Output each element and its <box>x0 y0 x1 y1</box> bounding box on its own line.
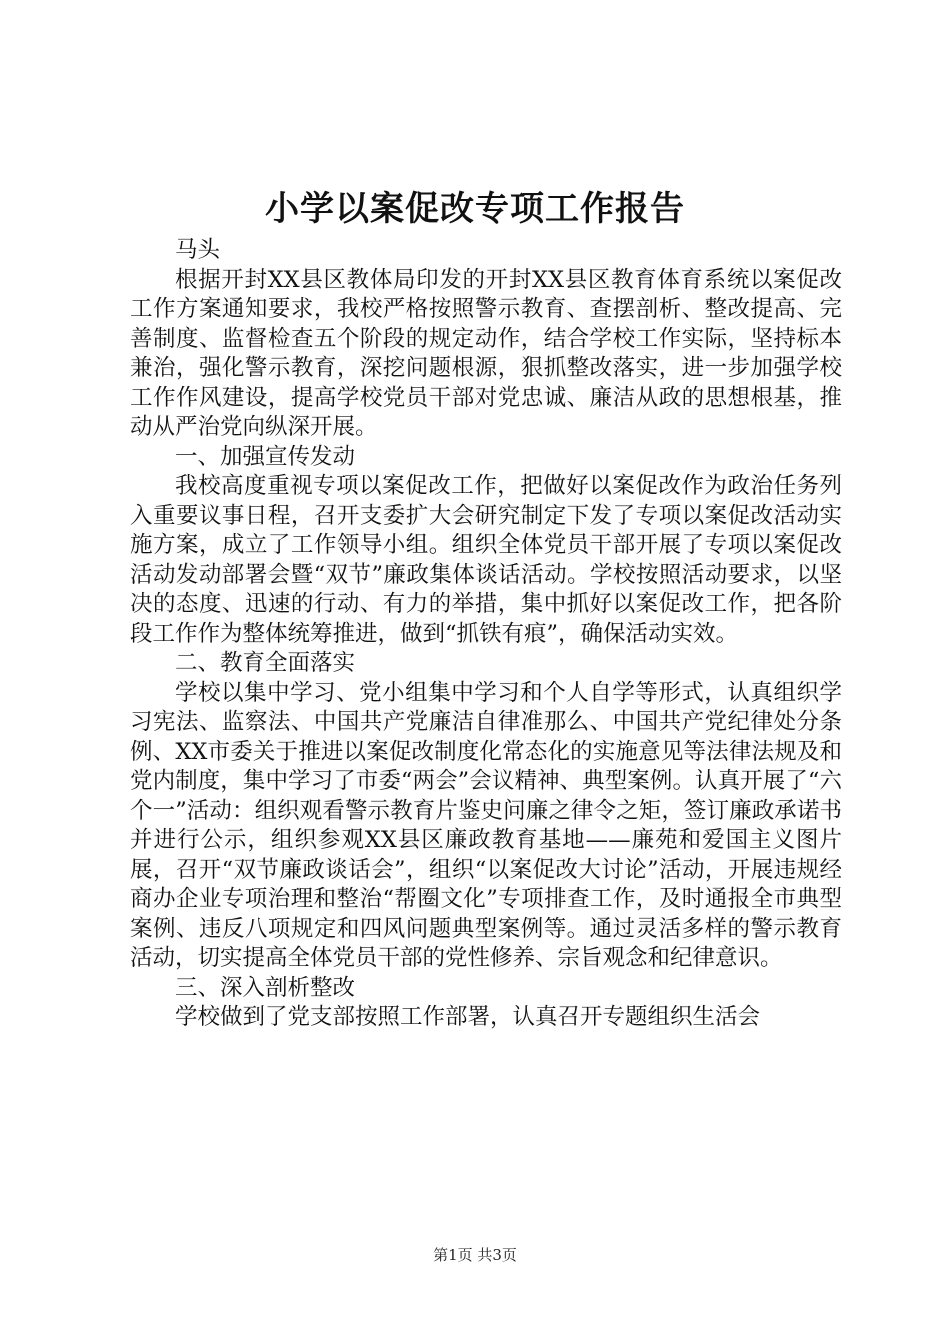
paragraph-section-3: 学校做到了党支部按照工作部署，认真召开专题组织生活会 <box>175 1004 761 1030</box>
section-heading-3: 三、深入剖析整改 <box>175 974 356 1001</box>
paragraph-section-2: 学校以集中学习、党小组集中学习和个人自学等形式，认真组织学习宪法、监察法、中国共产党廉洁自律准那么、中国共产党纪律处分条例、XX市委关于推进以案促改制度化常态化的实施意见等法律法规及和党内制度，集中学习了市委“两会”会议精神、典型案例。认真开展了“六个一”活动：组织观看警示教育片鉴史问廉之律令之矩，签订廉政承诺书并进行公示，组织参观XX县区廉政教育基地——廉苑和爱国主义图片展，召开“双节廉政谈话会”，组织“以案促改大讨论”活动，开展违规经商办企业专项治理和整治“帮圈文化”专项排查工作，及时通报全市典型案例、违反八项规定和四风问题典型案例等。通过灵活多样的警示教育活动，切实提高全体党员干部的党性修养、宗旨观念和纪律意识。 <box>130 679 842 971</box>
section-heading-1: 一、加强宣传发动 <box>175 443 356 470</box>
paragraph-heading-matou: 马头 <box>175 237 221 263</box>
paragraph-section-1: 我校高度重视专项以案促改工作，把做好以案促改作为政治任务列入重要议事日程，召开支委扩大会研究制定下发了专项以案促改活动实施方案，成立了工作领导小组。组织全体党员干部开展了专项以案促改活动发动部署会暨“双节”廉政集体谈话活动。学校按照活动要求，以坚决的态度、迅速的行动、有力的举措，集中抓好以案促改工作，把各阶段工作作为整体统筹推进，做到“抓铁有痕”，确保活动实效。 <box>130 473 842 647</box>
document-title: 小学以案促改专项工作报告 <box>265 189 685 229</box>
paragraph-intro: 根据开封XX县区教体局印发的开封XX县区教育体育系统以案促改工作方案通知要求，我校严格按照警示教育、查摆剖析、整改提高、完善制度、监督检查五个阶段的规定动作，结合学校工作实际，坚持标本兼治，强化警示教育，深挖问题根源，狠抓整改落实，进一步加强学校工作作风建设，提高学校党员干部对党忠诚、廉洁从政的思想根基，推动从严治党向纵深开展。 <box>130 266 842 440</box>
page-number-footer: 第1页 共3页 <box>433 1246 517 1264</box>
section-heading-2: 二、教育全面落实 <box>175 650 356 676</box>
document-body <box>130 236 842 1033</box>
